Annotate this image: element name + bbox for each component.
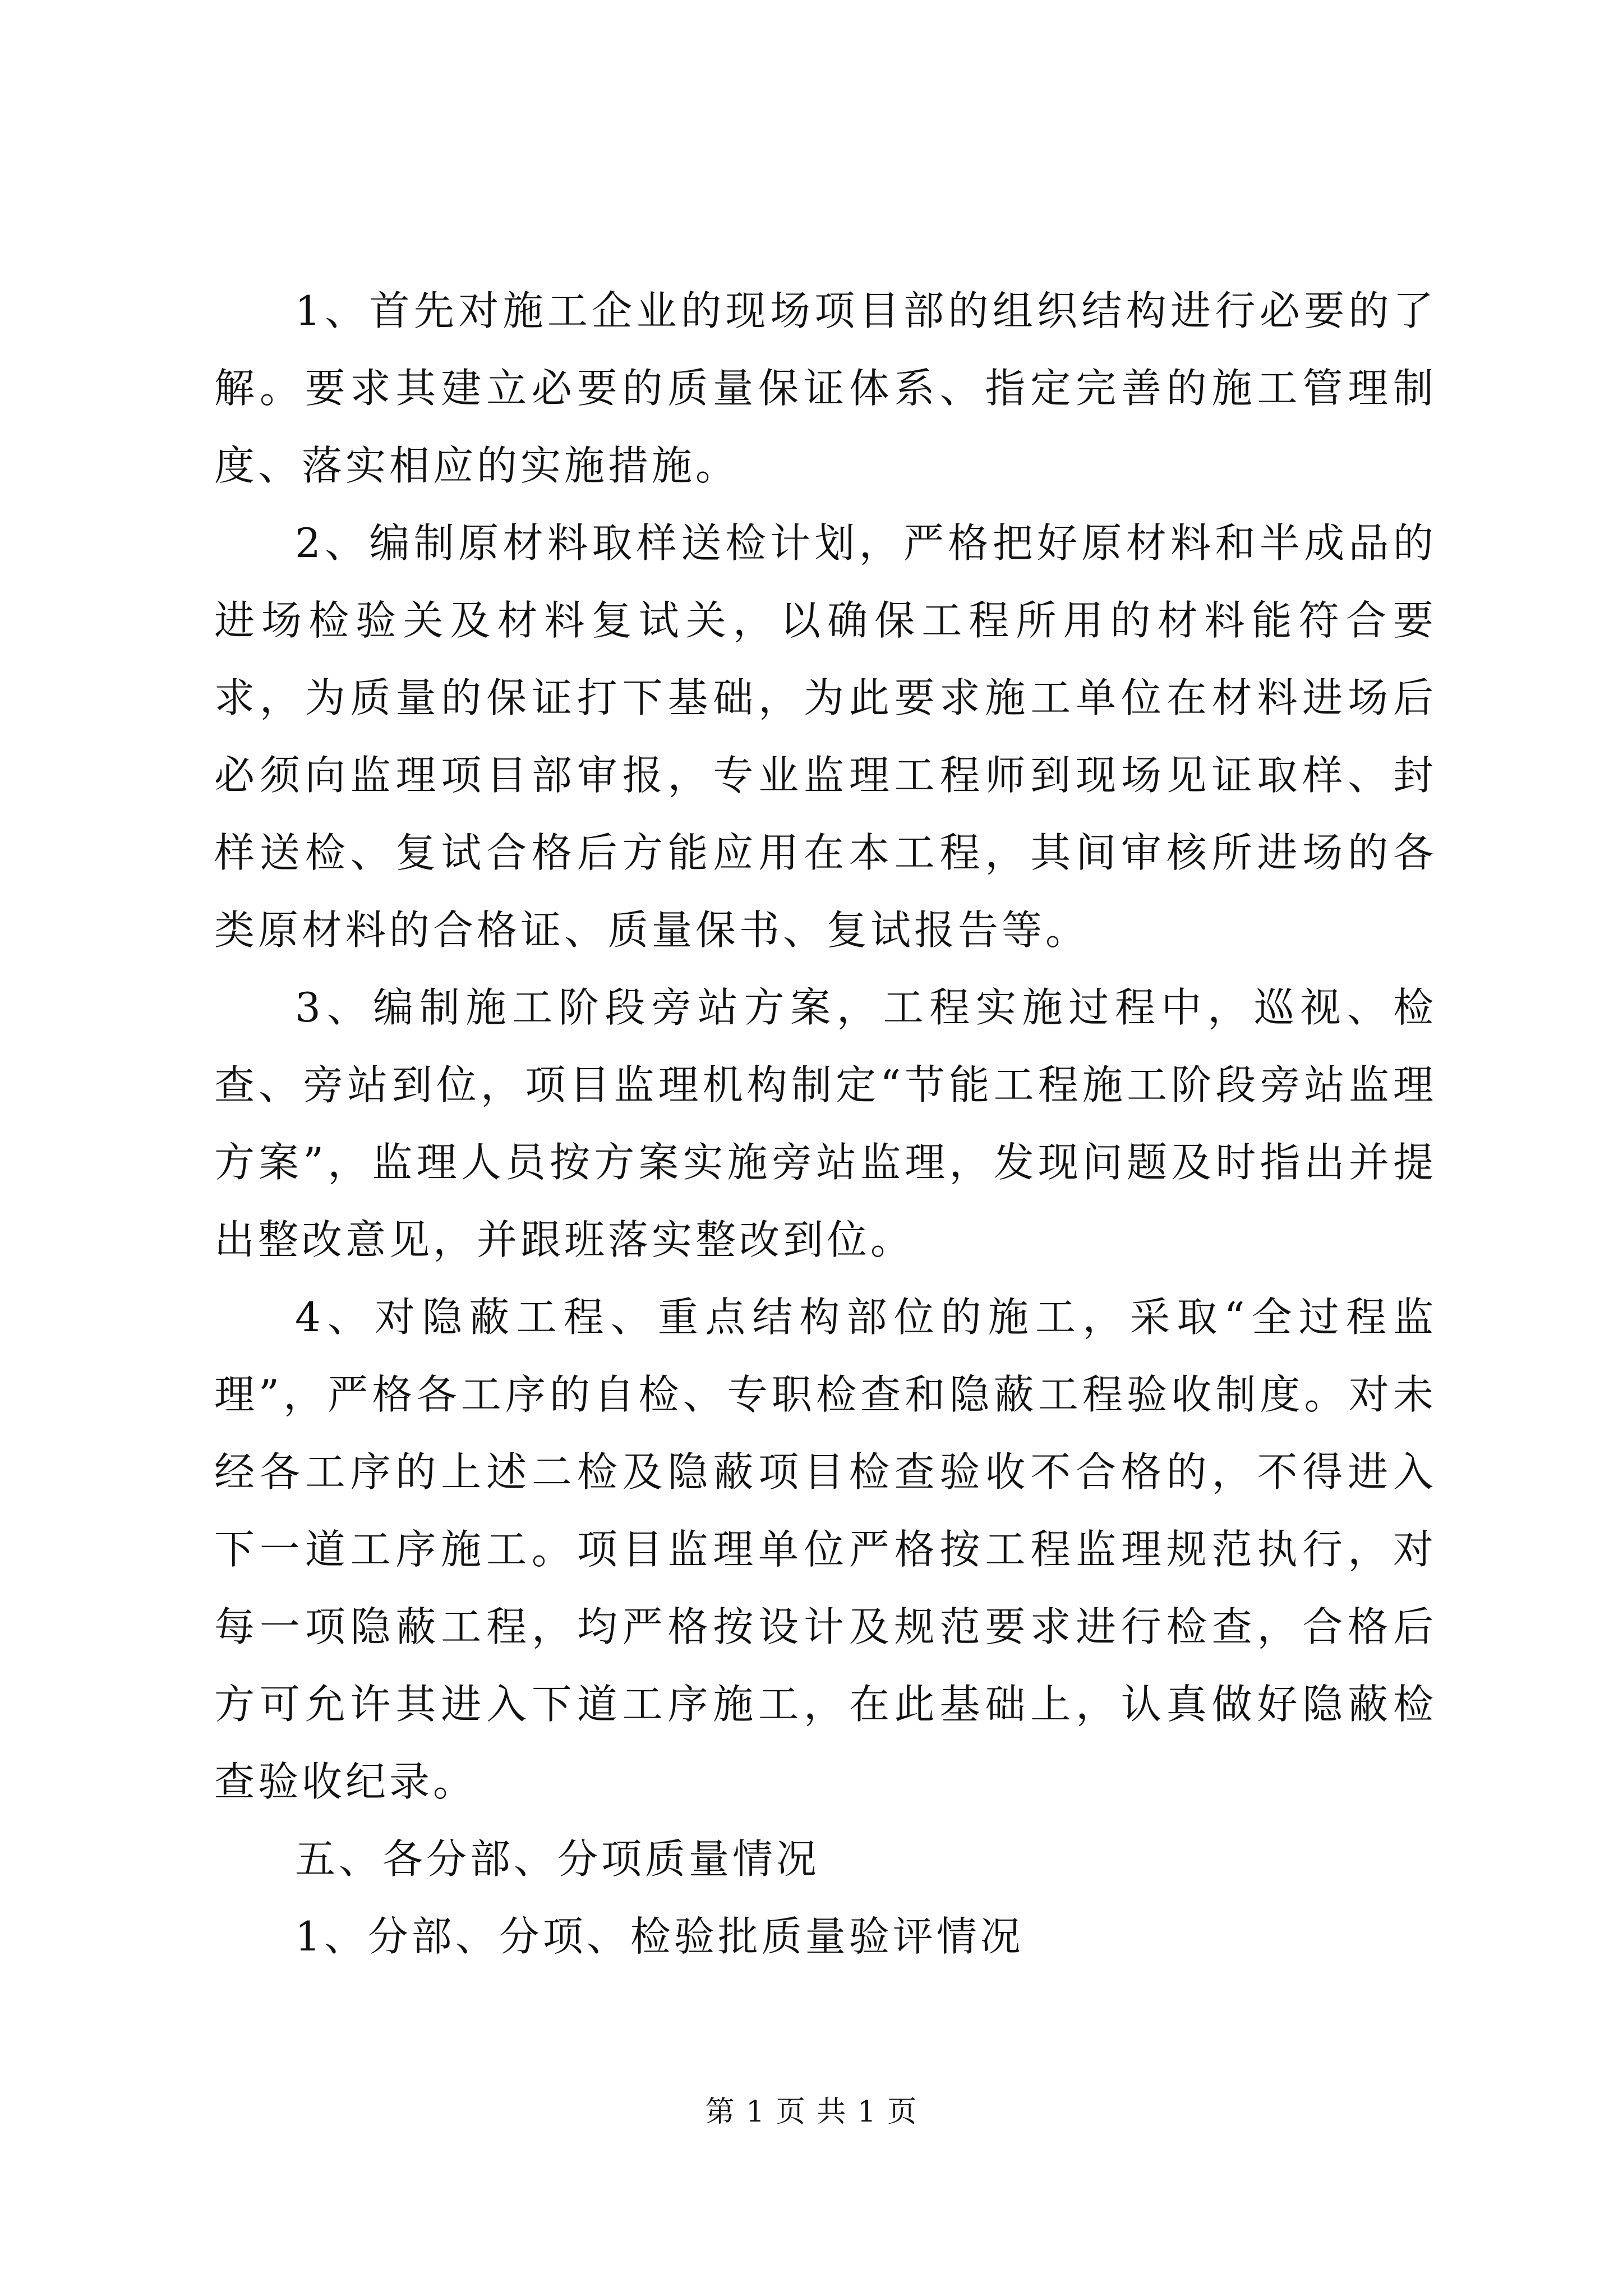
paragraph-2: 2、编制原材料取样送检计划，严格把好原材料和半成品的进场检验关及材料复试关，以确保工程所用的材料能符合要求，为质量的保证打下基础，为此要求施工单位在材料进场后必须向监理项目部审报，专业监理工程师到现场见证取样、封样送检、复试合格后方能应用在本工程，其间审核所进场的各类原材料的合格证、质量保书、复试报告等。 — [214, 519, 1437, 954]
page-footer: 第 1 页 共 1 页 — [705, 2095, 918, 2129]
sub-heading: 1、分部、分项、检验批质量验评情况 — [295, 1913, 1024, 1960]
paragraph-1: 1、首先对施工企业的现场项目部的组织结构进行必要的了解。要求其建立必要的质量保证体系、指定完善的施工管理制度、落实相应的实施措施。 — [214, 287, 1437, 489]
paragraph-4: 4、对隐蔽工程、重点结构部位的施工，采取“全过程监理”，严格各工序的自检、专职检查和隐蔽工程验收制度。对未经各工序的上述二检及隐蔽项目检查验收不合格的，不得进入下一道工序施工。项目监理单位严格按工程监理规范执行，对每一项隐蔽工程，均严格按设计及规范要求进行检查，合格后方可允许其进入下道工序施工，在此基础上，认真做好隐蔽检查验收纪录。 — [214, 1294, 1437, 1805]
document-body — [214, 272, 1437, 1975]
section-heading: 五、各分部、分项质量情况 — [295, 1835, 820, 1883]
paragraph-3: 3、编制施工阶段旁站方案，工程实施过程中，巡视、检查、旁站到位，项目监理机构制定“节能工程施工阶段旁站监理方案”，监理人员按方案实施旁站监理，发现问题及时指出并提出整改意见，并跟班落实整改到位。 — [214, 984, 1437, 1263]
